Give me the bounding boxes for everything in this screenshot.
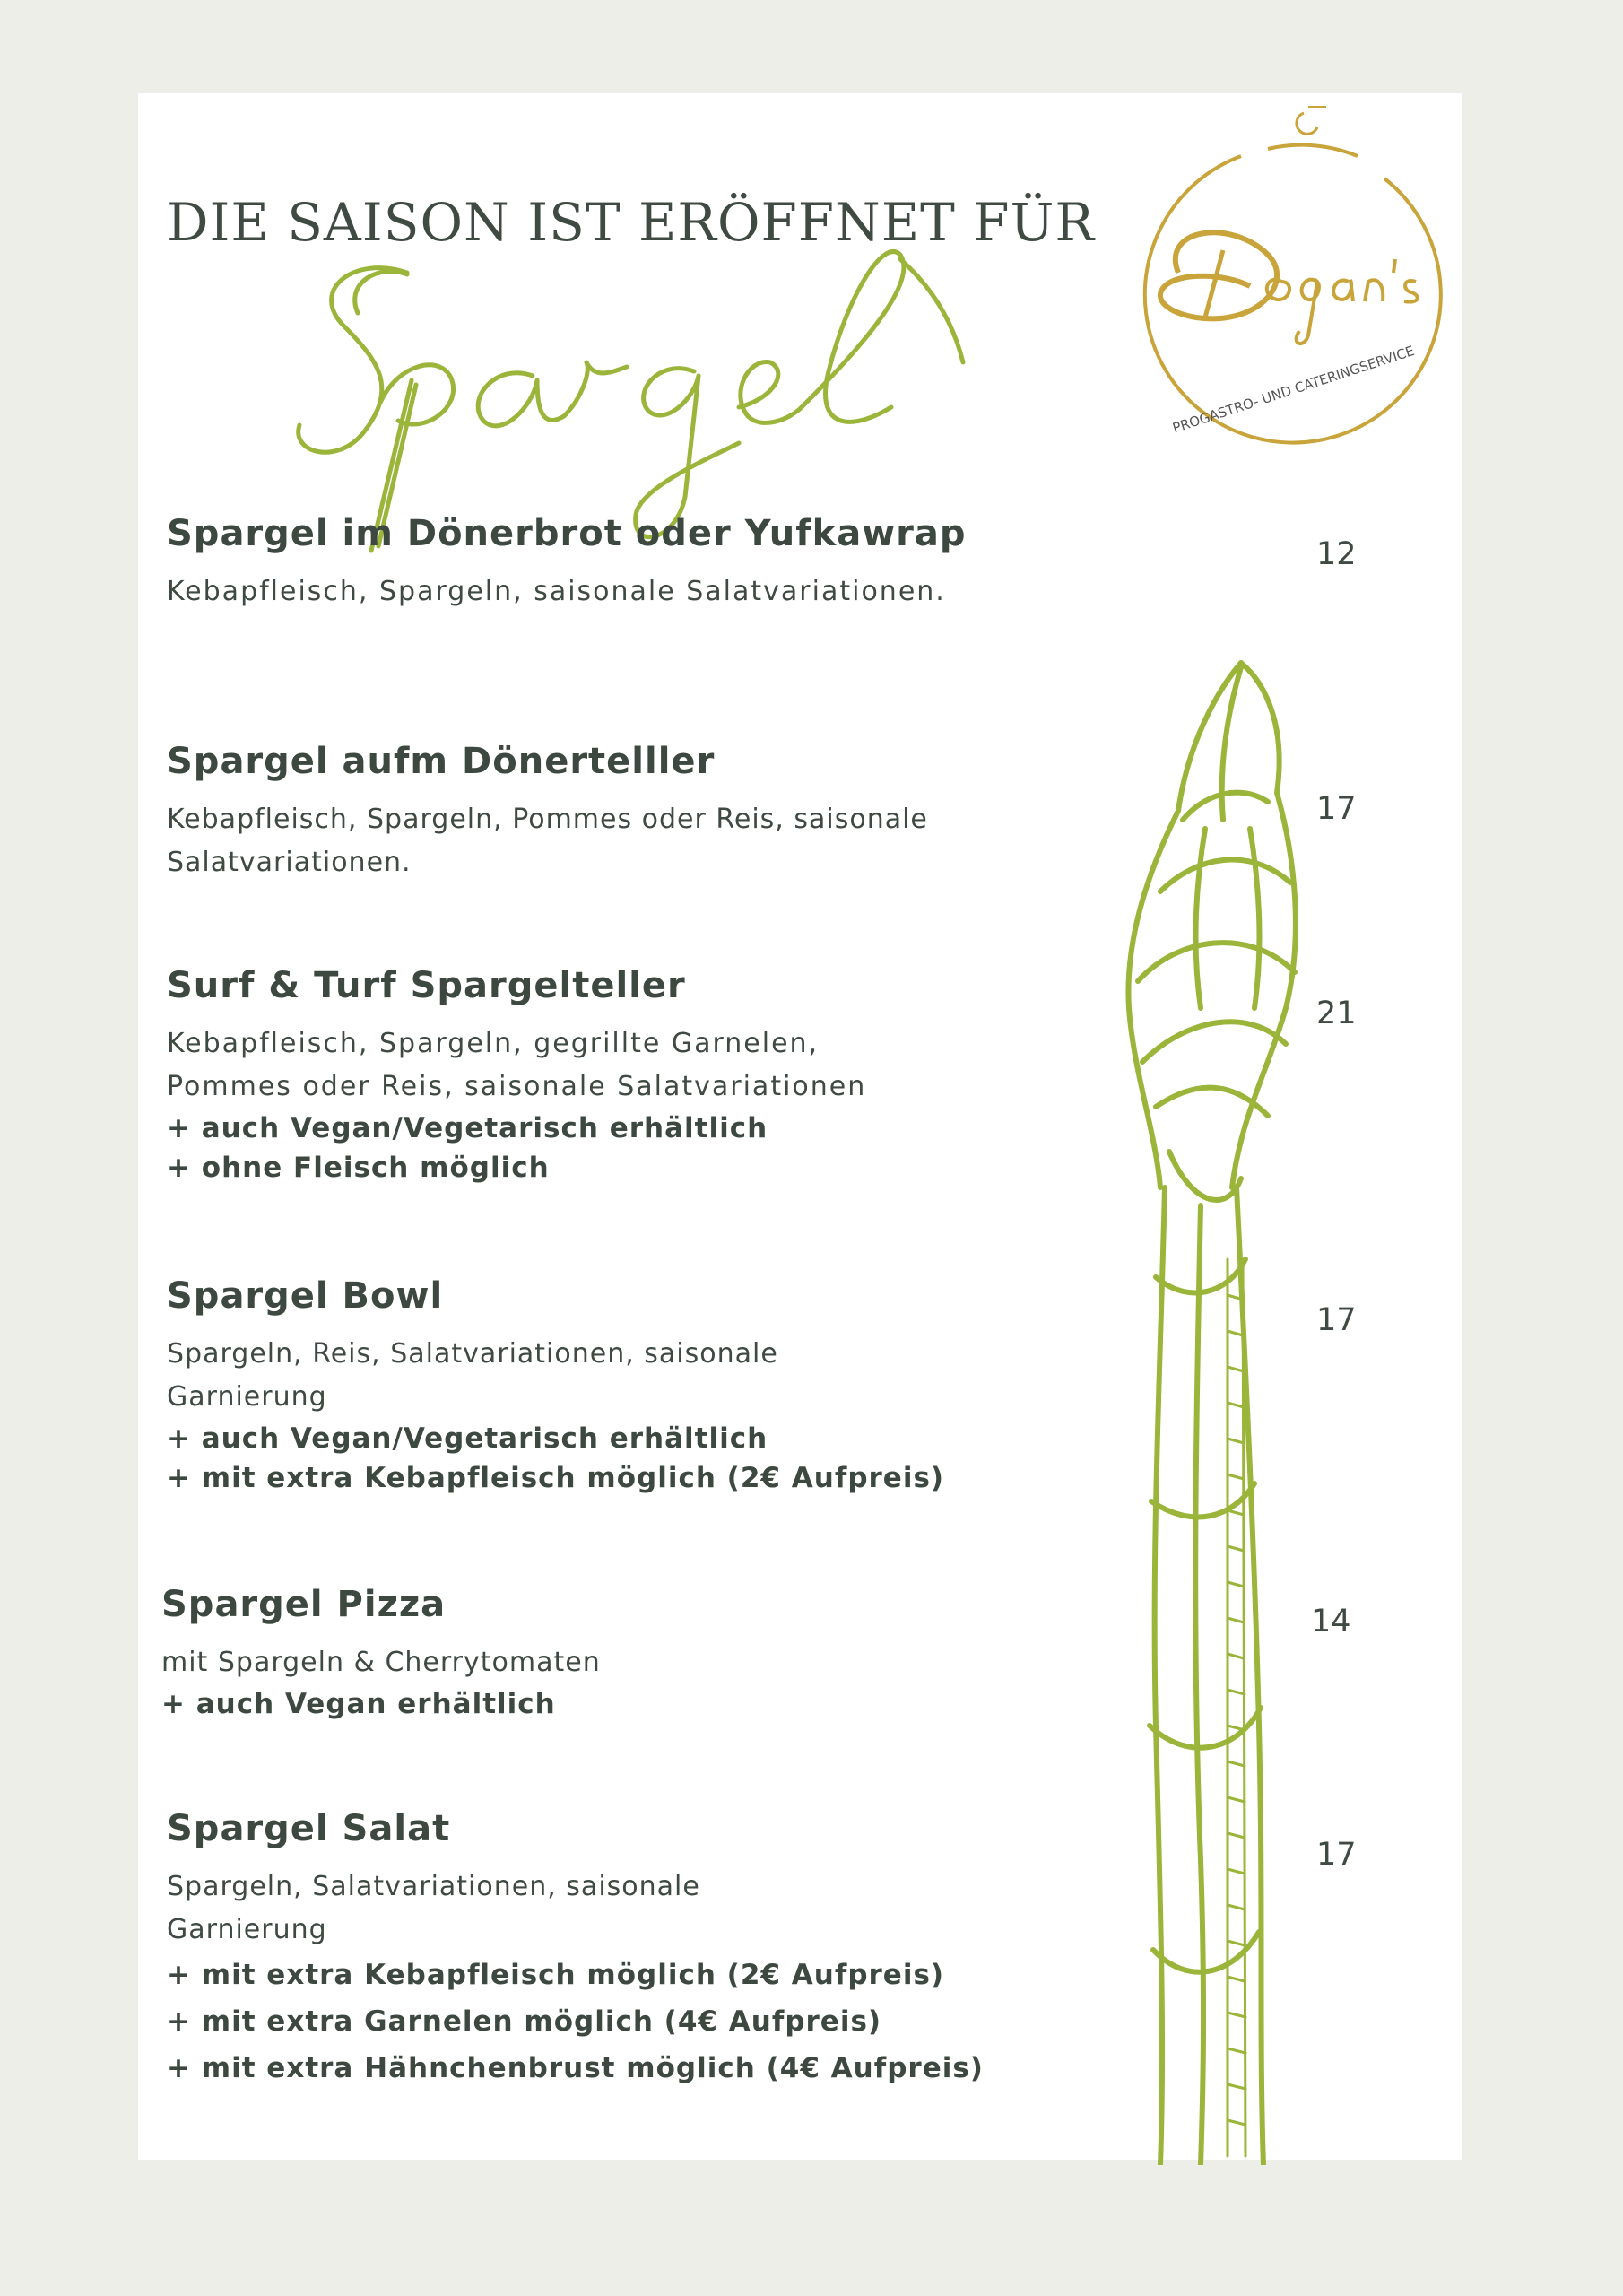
menu-item — [167, 513, 1046, 613]
dogans-logo-icon — [1124, 93, 1465, 470]
item-description: Kebapfleisch, Spargeln, saisonale Salatvariationen. — [167, 576, 946, 607]
item-price: 12 — [1316, 536, 1357, 572]
item-description: Kebapfleisch, Spargeln, Pommes oder Reis, saisonale Salatvariationen. — [167, 804, 928, 878]
item-description: Spargeln, Reis, Salatvariationen, saisonale Garnierung — [167, 1338, 778, 1413]
item-price: 21 — [1316, 996, 1357, 1031]
item-description: Spargeln, Salatvariationen, saisonale Garnierung — [167, 1871, 700, 1945]
item-extra: + mit extra Garnelen möglich (4€ Aufpreis) — [167, 2005, 882, 2038]
menu-item — [167, 1808, 984, 2092]
item-price: 17 — [1316, 1837, 1357, 1873]
item-extra: + mit extra Kebapfleisch möglich (2€ Aufpreis) — [167, 1959, 945, 1991]
item-title: Spargel Bowl — [167, 1275, 444, 1317]
item-extra: + auch Vegan/Vegetarisch erhältlich — [167, 1422, 768, 1455]
item-title: Spargel aufm Dönertelller — [167, 741, 716, 782]
item-price: 17 — [1316, 1302, 1357, 1338]
item-title: Surf & Turf Spargelteller — [167, 965, 686, 1006]
menu-item — [167, 1275, 945, 1498]
item-title: Spargel Salat — [167, 1808, 451, 1849]
menu-sheet — [138, 93, 1462, 2160]
item-extra: + mit extra Hähnchenbrust möglich (4€ Aufpreis) — [167, 2052, 984, 2084]
item-extra: + mit extra Kebapfleisch möglich (2€ Aufpreis) — [167, 1462, 945, 1494]
item-extra: + auch Vegan erhältlich — [161, 1688, 556, 1720]
menu-item — [167, 741, 974, 884]
item-description: Kebapfleisch, Spargeln, gegrillte Garnelen, Pommes oder Reis, saisonale Salatvariationen — [167, 1028, 867, 1102]
item-price: 14 — [1311, 1604, 1351, 1639]
item-title: Spargel Pizza — [161, 1584, 447, 1625]
item-extra: + ohne Fleisch möglich — [167, 1152, 550, 1184]
dogans-logo — [1124, 93, 1465, 470]
menu-item — [167, 965, 938, 1187]
headline: DIE SAISON IST ERÖFFNET FÜR — [167, 192, 1096, 253]
menu-item — [161, 1584, 1040, 1724]
item-title: Spargel im Dönerbrot oder Yufkawrap — [167, 513, 967, 554]
logo-tagline: PROGASTRO- UND CATERINGSERVICE — [1170, 343, 1417, 437]
item-description: mit Spargeln & Cherrytomaten — [161, 1647, 601, 1678]
item-extra: + auch Vegan/Vegetarisch erhältlich — [167, 1112, 768, 1144]
item-price: 17 — [1316, 791, 1357, 827]
